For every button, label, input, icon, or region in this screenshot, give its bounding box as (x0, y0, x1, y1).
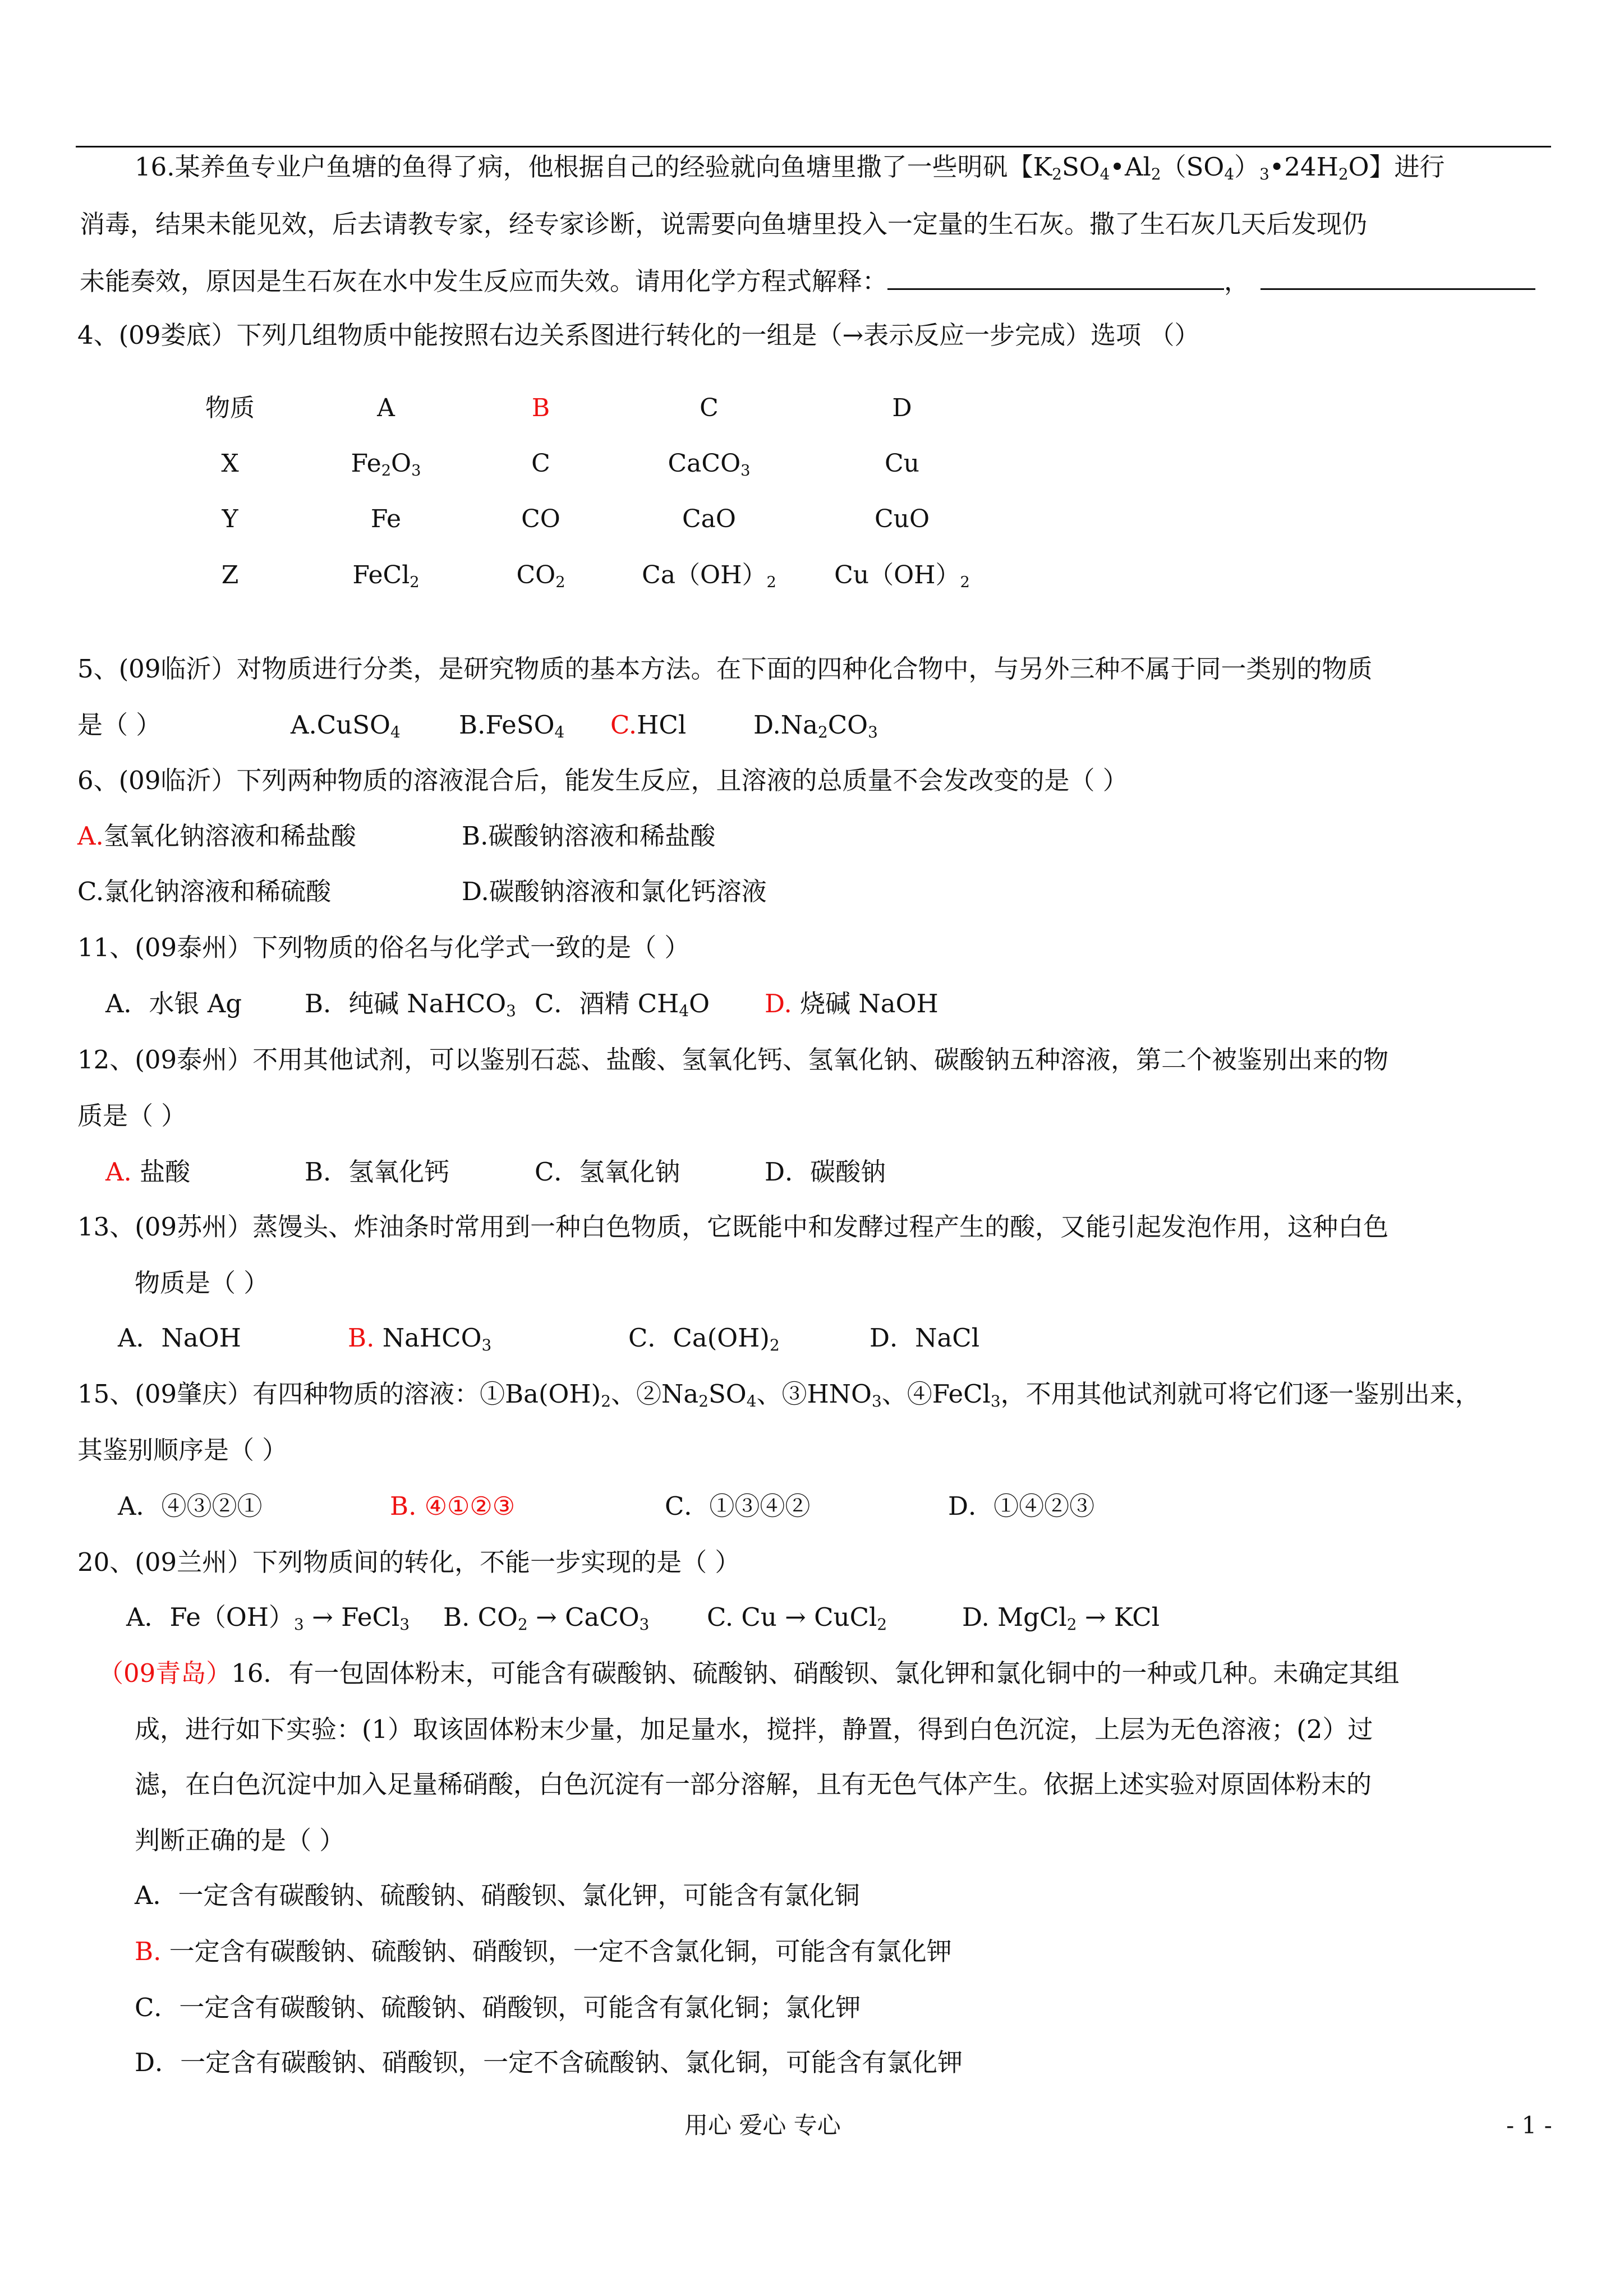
q11-option-b: B．纯碱 NaHCO$_3$ (305, 989, 516, 1020)
q11-stem: 11、(09泰州）下列物质的俗名与化学式一致的是（ ） (77, 933, 690, 962)
footer-motto: 用心 爱心 专心 (684, 2111, 841, 2139)
page-number: - 1 - (1506, 2111, 1552, 2139)
q4-row-x-c: CaCO$_3$ (668, 449, 751, 480)
q13-option-a: A．NaOH (118, 1323, 241, 1353)
q4-header-a: A (377, 394, 395, 422)
q6-option-d: D.碳酸钠溶液和氯化钙溶液 (462, 877, 767, 906)
q20-option-b: B. $CO_2$ → CaCO$_3$ (443, 1602, 650, 1634)
q13-options (118, 1321, 980, 1355)
q5-option-b: B.FeSO$_4$ (459, 710, 565, 741)
q4-header-substance: 物质 (205, 394, 255, 422)
q15-options (118, 1490, 1095, 1523)
q16b-option-c: C．一定含有碳酸钠、硫酸钠、硝酸钡，可能含有氯化铜；氯化钾 (135, 1993, 861, 2022)
q20-option-d: D. MgCl$_2$ → KCl (962, 1602, 1160, 1634)
q15-option-c: C．①③④② (665, 1491, 811, 1521)
q13-option-c: C．$Ca(OH)_2$ (628, 1323, 780, 1354)
q12-line-1: 12、(09泰州）不用其他试剂，可以鉴别石蕊、盐酸、氢氧化钙、氢氧化钠、碳酸钠五种溶液，第二个被鉴别出来的物 (77, 1045, 1389, 1075)
q4-row-x-d: Cu (884, 449, 920, 478)
q16b-line-2: 成，进行如下实验：(1）取该固体粉末少量，加足量水，搅拌，静置，得到白色沉淀，上层为无色溶液；(2）过 (135, 1714, 1373, 1744)
q16b-source: （09青岛） (98, 1658, 232, 1688)
q4-row-x-label: X (221, 449, 239, 478)
q4-header-c: C (700, 394, 719, 422)
q4-row-x-b: C (531, 449, 550, 478)
q5-option-d: $D.Na_2CO_3$ (753, 710, 878, 741)
q16b-line-4: 判断正确的是（ ） (135, 1825, 345, 1855)
q12-option-a: A. 盐酸 (105, 1157, 191, 1187)
q4-header-b: B (531, 394, 550, 422)
q15-line-2: 其鉴别顺序是（ ） (77, 1435, 288, 1465)
q11-option-c: C．酒精 $CH_4O$ (535, 989, 710, 1020)
q15-option-b: B. ④①②③ (390, 1491, 516, 1521)
q16b-option-d: D．一定含有碳酸钠、硝酸钡，一定不含硫酸钠、氯化铜，可能含有氯化钾 (135, 2048, 963, 2077)
q6-options-row-1 (77, 819, 716, 853)
q4-row-z-label: Z (221, 561, 239, 589)
q12-option-d: D．碳酸钠 (765, 1157, 886, 1187)
answer-blank-1[interactable] (887, 264, 1224, 290)
q5-option-c: C.HCl (610, 710, 687, 740)
q4-header-d: D (892, 394, 912, 422)
q16b-line-1: （09青岛）16．有一包固体粉末，可能含有碳酸钠、硫酸钠、硝酸钡、氯化钾和氯化铜中的一种或几种。未确定其组 (98, 1658, 1400, 1688)
q13-line-1: 13、(09苏州）蒸馒头、炸油条时常用到一种白色物质，它既能中和发酵过程产生的酸，又能引起发泡作用，这种白色 (77, 1212, 1389, 1242)
q4-row-y-b: CO (521, 505, 560, 533)
q4-row-x-a: $Fe_2O_3$ (351, 449, 421, 480)
q6-stem: 6、(09临沂）下列两种物质的溶液混合后，能发生反应，且溶液的总质量不会发改变的是（ ） (77, 766, 1128, 795)
q16b-option-b: B. 一定含有碳酸钠、硫酸钠、硝酸钡，一定不含氯化铜，可能含有氯化钾 (135, 1937, 952, 1966)
q4-row-z-c: $Ca(OH)_2$ (642, 561, 776, 591)
q16b-option-a: A．一定含有碳酸钠、硫酸钠、硝酸钡、氯化钾，可能含有氯化铜 (135, 1880, 860, 1910)
q11-option-a: A．水银 Ag (105, 989, 242, 1018)
q4-row-y-label: Y (222, 505, 238, 533)
q12-option-b: B．氢氧化钙 (305, 1157, 450, 1187)
q6-option-b: B.碳酸钠溶液和稀盐酸 (462, 821, 716, 851)
q13-option-d: D．NaCl (869, 1323, 980, 1353)
q15-option-d: D．①④②③ (948, 1491, 1095, 1521)
q16a-line-2: 消毒，结果未能见效，后去请教专家，经专家诊断，说需要向鱼塘里投入一定量的生石灰。撒了生石灰几天后发现仍 (80, 209, 1368, 239)
q12-option-c: C．氢氧化钠 (535, 1157, 680, 1187)
q13-line-2: 物质是（ ） (135, 1268, 269, 1298)
header-rule (76, 146, 1551, 147)
q4-stem: 4、(09娄底）下列几组物质中能按照右边关系图进行转化的一组是（→表示反应一步完成）选项 （） (77, 320, 1200, 350)
q4-row-y-d: CuO (874, 505, 930, 533)
q4-row-y-c: CaO (682, 505, 736, 533)
q5-line-1: 5、(09临沂）对物质进行分类，是研究物质的基本方法。在下面的四种化合物中，与另外三种不属于同一类别的物质 (77, 654, 1373, 684)
q5-line-2: 是（ ） A.CuSO$_4$ B.FeSO$_4$ C.HCl $D.Na_2CO_3$ (77, 708, 161, 742)
q16a-line-3: 未能奏效，原因是生石灰在水中发生反应而失效。请用化学方程式解释： ， (80, 264, 1535, 298)
q20-option-a: A．$Fe(OH)_3$ → FeCl$_3$ (126, 1602, 410, 1634)
q11-option-d: D. 烧碱 NaOH (765, 989, 938, 1018)
q6-option-c: C.氯化钠溶液和稀硫酸 (77, 877, 332, 906)
q4-row-z-a: FeCl$_2$ (352, 561, 420, 591)
q12-line-2: 质是（ ） (77, 1101, 187, 1131)
q15-line-1: 15、(09肇庆）有四种物质的溶液：$①Ba(OH)_2$、$②Na_2SO_4$、$③HNO_3$、④FeCl$_3$，不用其他试剂就可将它们逐一鉴别出来， (77, 1379, 1480, 1410)
answer-blank-2[interactable] (1260, 264, 1535, 290)
q15-option-a: A．④③②① (118, 1491, 263, 1521)
q16b-line-3: 滤，在白色沉淀中加入足量稀硝酸，白色沉淀有一部分溶解，且有无色气体产生。依据上述实验对原固体粉末的 (135, 1769, 1372, 1799)
q4-row-z-b: $CO_2$ (516, 561, 565, 591)
q6-options-row-2 (77, 875, 767, 909)
q4-row-z-d: $Cu(OH)_2$ (834, 561, 970, 591)
q12-options (105, 1155, 886, 1189)
q6-option-a: A.氢氧化钠溶液和稀盐酸 (77, 821, 356, 851)
q11-options (105, 987, 938, 1021)
q20-options (126, 1601, 1160, 1634)
q5-option-a: A.CuSO$_4$ (291, 710, 401, 741)
q4-row-y-a: Fe (370, 505, 402, 533)
q13-option-b: B. NaHCO$_3$ (348, 1323, 492, 1354)
q16a-line-1: 16.某养鱼专业户鱼塘的鱼得了病，他根据自己的经验就向鱼塘里撒了一些明矾【$K_2SO_4•Al_2(SO_4)_3•24H_2O$】进行 (135, 152, 1445, 183)
q20-stem: 20、(09兰州）下列物质间的转化，不能一步实现的是（ ） (77, 1547, 740, 1577)
q20-option-c: C. Cu → CuCl$_2$ (707, 1602, 887, 1634)
